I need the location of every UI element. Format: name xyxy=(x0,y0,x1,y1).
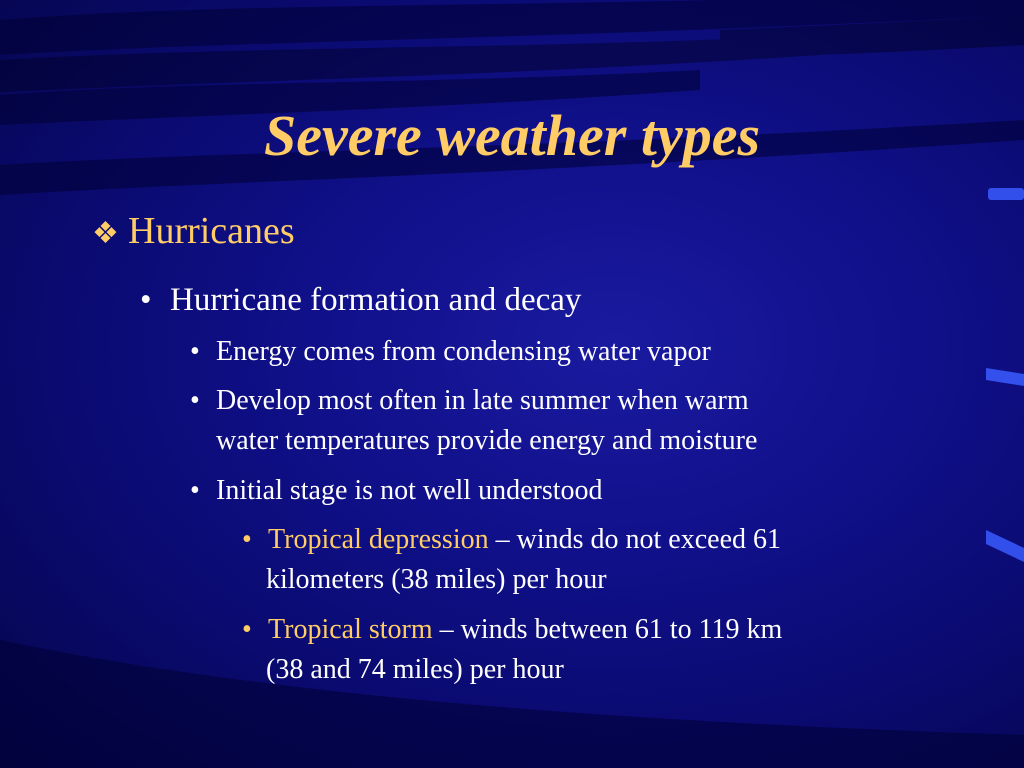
level4-text: – winds do not exceed 61 xyxy=(488,524,781,555)
bullet-icon: • xyxy=(190,385,200,416)
level3-text: Develop most often in late summer when warm xyxy=(216,385,749,416)
level3-item xyxy=(190,381,749,421)
level4-text: kilometers (38 miles) per hour xyxy=(266,564,607,595)
level1-item xyxy=(92,206,295,259)
level4-item xyxy=(242,520,781,560)
bullet-icon: • xyxy=(190,336,200,367)
level4-term: Tropical depression xyxy=(268,524,489,555)
bullet-icon: • xyxy=(140,282,152,318)
level3-item-continuation xyxy=(190,421,757,461)
bullet-icon: • xyxy=(242,524,252,555)
slide-title: Severe weather types xyxy=(263,103,761,168)
level2-text: Hurricane formation and decay xyxy=(170,282,582,318)
level2-item xyxy=(140,279,581,321)
level3-text: Energy comes from condensing water vapor xyxy=(216,336,711,367)
level4-item-continuation xyxy=(242,560,607,600)
level3-item xyxy=(190,332,711,372)
level4-item-continuation xyxy=(242,650,564,690)
level4-item xyxy=(242,610,782,650)
level3-text: Initial stage is not well understood xyxy=(216,475,603,506)
level3-text: water temperatures provide energy and moisture xyxy=(216,425,758,456)
bullet-icon: • xyxy=(242,614,252,645)
level3-item xyxy=(190,471,603,511)
diamond-bullet-icon: ❖ xyxy=(92,217,119,250)
level1-text: Hurricanes xyxy=(128,210,295,252)
level4-term: Tropical storm xyxy=(268,614,433,645)
bullet-icon: • xyxy=(190,475,200,506)
level4-text: – winds between 61 to 119 km xyxy=(432,614,783,645)
level4-text: (38 and 74 miles) per hour xyxy=(266,654,564,685)
